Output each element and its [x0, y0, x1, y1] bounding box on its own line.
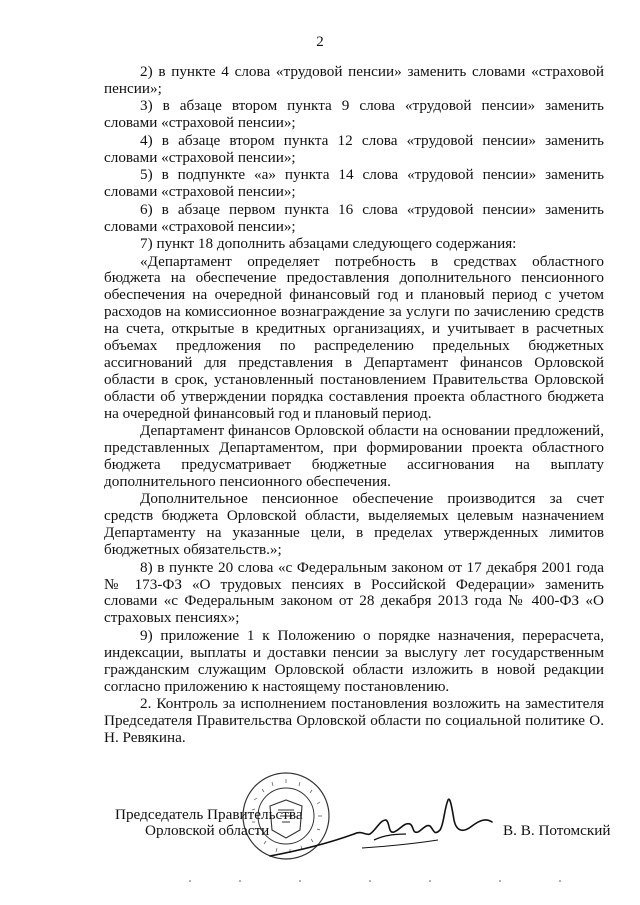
paragraph-item-2: 2) в пункте 4 слова «трудовой пенсии» заменить словами «страховой пенсии»; [104, 63, 604, 97]
paragraph-quote-1: «Департамент определяет потребность в средствах областного бюджета на обеспечение предоставления дополнительного пенсионного обеспечения на очередной финансовый год и плановый период с учетом расходов на комиссионное вознаграждение за услуги по зачислению средств на счета, открытые в кредитных организациях, и учитывает в расчетных объемах предложения по распределению предельных бюджетных ассигнований для представления в Департамент финансов Орловской области в срок, установленный постановлением Правительства Орловской области об утверждении порядка составления проекта областного бюджета на очередной финансовый год и плановый период. [104, 252, 604, 422]
paragraph-quote-3: Дополнительное пенсионное обеспечение производится за счет средств бюджета Орловской области, выделяемых целевым назначением Департаменту на указанные цели, в пределах утвержденных лимитов бюджетных обязательств.»; [104, 490, 604, 559]
paragraph-item-8: 8) в пункте 20 слова «с Федеральным законом от 17 декабря 2001 года № 173-ФЗ «О трудовых пенсиях в Российской Федерации» заменить словами «с Федеральным законом от 28 декабря 2013 года № 400-ФЗ «О страховых пенсиях»; [104, 558, 604, 627]
handwritten-signature-icon [262, 790, 502, 862]
paragraph-item-7: 7) пункт 18 дополнить абзацами следующего содержания: [140, 235, 517, 253]
document-body [104, 64, 604, 747]
paragraph-control: 2. Контроль за исполнением постановления возложить на заместителя Председателя Правительства Орловской области по социальной политике О. Н. Ревякина. [104, 695, 604, 746]
signatory-title-line-1: Председатель Правительства [115, 806, 303, 823]
signatory-name: В. В. Потомский [503, 822, 611, 839]
paragraph-item-5: 5) в подпункте «а» пункта 14 слова «трудовой пенсии» заменить словами «страховой пенсии»; [104, 166, 604, 201]
paragraph-item-6: 6) в абзаце первом пункта 16 слова «трудовой пенсии» заменить словами «страховой пенсии»; [104, 200, 604, 235]
scan-dots-divider [180, 878, 600, 884]
paragraph-item-9: 9) приложение 1 к Положению о порядке назначения, перерасчета, индексации, выплаты и доставки пенсии за выслугу лет государственным гражданским служащим Орловской области изложить в новой редакции согласно приложению к настоящему постановлению. [104, 626, 604, 695]
signature-block [0, 770, 640, 905]
paragraph-quote-2: Департамент финансов Орловской области на основании предложений, представленных Департаментом, при формировании проекта областного бюджета предусматривает бюджетные ассигнования на выплату дополнительного пенсионного обеспечения. [104, 422, 604, 490]
paragraph-item-4: 4) в абзаце втором пункта 12 слова «трудовой пенсии» заменить словами «страховой пенсии»; [104, 131, 604, 166]
paragraph-item-3: 3) в абзаце втором пункта 9 слова «трудовой пенсии» заменить словами «страховой пенсии»; [104, 97, 604, 132]
signatory-title-line-2: Орловской области [145, 822, 270, 839]
page-number: 2 [316, 34, 324, 50]
